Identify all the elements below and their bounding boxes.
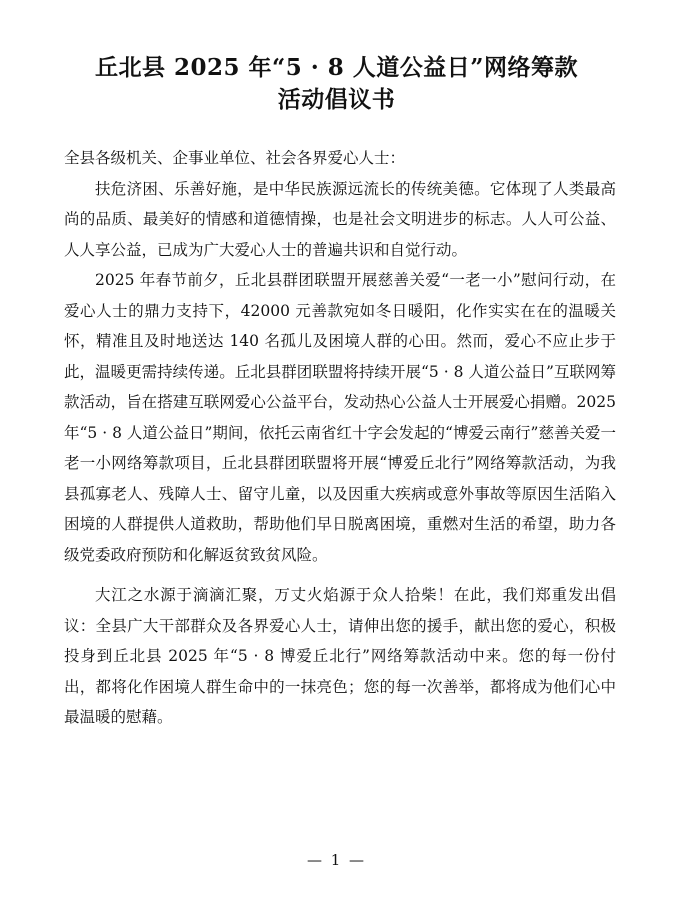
paragraph-3: 大江之水源于滴滴汇聚，万丈火焰源于众人拾柴！在此，我们郑重发出倡议：全县广大干部群众及各界爱心人士，请伸出您的援手，献出您的爱心，积极投身到丘北县 2025 年“5 · 8 博爱丘北行”网络筹款活动中来。您的每一份付出，都将化作困境人群生命中的一抹亮色；您的每一次善举，都将成为他们心中最温暖的慰藉。 [64,586,616,726]
paragraph-2: 2025 年春节前夕，丘北县群团联盟开展慈善关爱“一老一小”慰问行动，在爱心人士的鼎力支持下，42000 元善款宛如冬日暖阳，化作实实在在的温暖关怀，精准且及时地送达 140 名孤儿及困境人群的心田。然而，爱心不应止步于此，温暖更需持续传递。丘北县群团联盟将持续开展“5 · 8 人道公益日”互联网筹款活动，旨在搭建互联网爱心公益平台，发动热心公益人士开展爱心捐赠。2025 年“5 · 8 人道公益日”期间，依托云南省红十字会发起的“博爱云南行”慈善关爱一老一小网络筹款项目，丘北县群团联盟将开展“博爱丘北行”网络筹款活动，为我县孤寡老人、残障人士、留守儿童，以及因重大疾病或意外事故等原因生活陷入困境的人群提供人道救助，帮助他们早日脱离困境，重燃对生活的希望，助力各级党委政府预防和化解返贫致贫风险。 [64,271,616,564]
page-number: — 1 — [306,851,367,869]
document-title-line-2: 活动倡议书 [277,86,396,113]
document-title-line-1: 丘北县 2025 年“5 · 8 人道公益日”网络筹款 [94,54,579,81]
salutation: 全县各级机关、企事业单位、社会各界爱心人士： [64,149,406,167]
paragraph-1: 扶危济困、乐善好施，是中华民族源远流长的传统美德。它体现了人类最高尚的品质、最美好的情感和道德情操，也是社会文明进步的标志。人人可公益、人人享公益，已成为广大爱心人士的普遍共识和自觉行动。 [64,179,616,259]
document-body [64,143,616,733]
